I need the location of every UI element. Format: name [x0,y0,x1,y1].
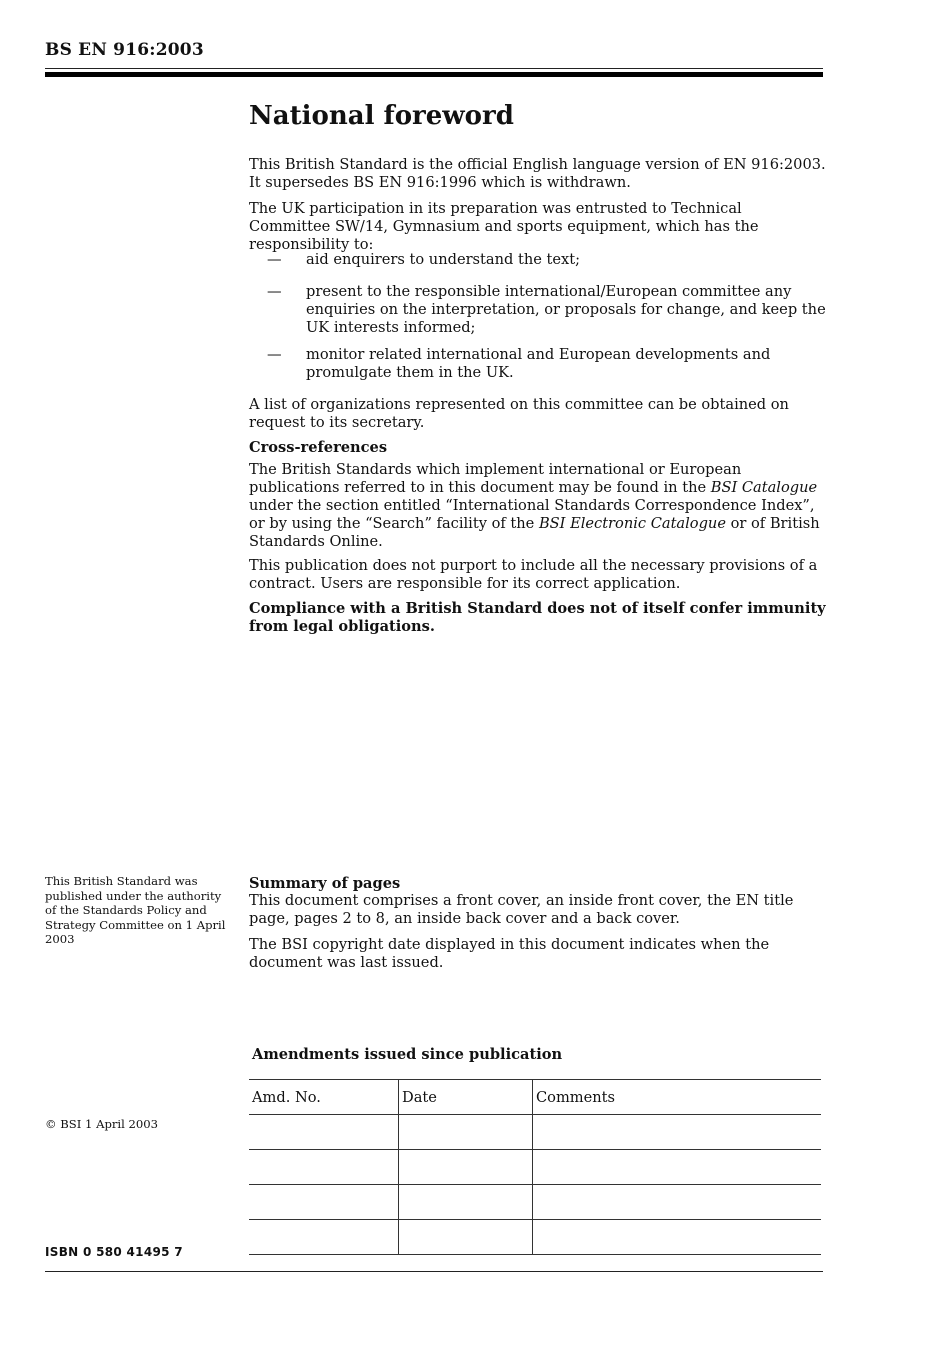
column-header-comments: Comments [533,1080,822,1115]
responsibility-list [249,251,827,391]
table-row [249,1185,821,1220]
table-header-row [249,1080,821,1115]
table-cell [249,1115,399,1150]
column-header-amd-no: Amd. No. [249,1080,399,1115]
table-row [249,1115,821,1150]
intro-paragraph-1: This British Standard is the official English language version of EN 916:2003. It supersedes BS EN 916:1996 which is withdrawn. [249,156,826,191]
cross-references-paragraph [249,461,827,551]
summary-paragraph-2: The BSI copyright date displayed in this document indicates when the document was last issued. [249,936,770,971]
bsi-electronic-catalogue-title: BSI Electronic Catalogue [538,515,726,532]
list-item-text: aid enquirers to understand the text; [306,251,581,268]
summary-heading: Summary of pages [249,875,401,892]
list-item-text: present to the responsible international/European committee any enquiries on the interpretation, or proposals for change, and keep the UK interests informed; [306,283,826,336]
table-cell [399,1150,533,1185]
column-header-date: Date [399,1080,533,1115]
table-cell [249,1150,399,1185]
dash-bullet: — [267,251,282,268]
copyright-notice: © BSI 1 April 2003 [45,1117,159,1131]
table-cell [249,1185,399,1220]
amendments-title: Amendments issued since publication [252,1046,563,1063]
table-cell [533,1185,822,1220]
cross-references-heading: Cross-references [249,439,388,456]
dash-bullet: — [267,346,282,363]
compliance-statement: Compliance with a British Standard does not of itself confer immunity from legal obligations. [249,600,826,635]
amendments-table [249,1079,821,1255]
summary-paragraph-1: This document comprises a front cover, an inside front cover, the EN title page, pages 2 to 8, an inside back cover and a back cover. [249,892,794,927]
isbn: ISBN 0 580 41495 7 [45,1245,183,1259]
list-item-text: monitor related international and European developments and promulgate them in the UK. [306,346,771,381]
table-cell [533,1115,822,1150]
table-cell [399,1185,533,1220]
table-cell [249,1220,399,1255]
committee-paragraph: A list of organizations represented on this committee can be obtained on request to its secretary. [249,396,789,431]
cross-ref-text: under the section entitled “International Standards Correspondence Index”, or by using the “Search” facility of the [249,497,815,532]
table-row [249,1150,821,1185]
provisions-paragraph: This publication does not purport to include all the necessary provisions of a contract. Users are responsible for its correct application. [249,557,818,592]
footer-rule [45,1271,823,1272]
document-id: BS EN 916:2003 [45,40,204,60]
bsi-catalogue-title: BSI Catalogue [710,479,818,496]
dash-bullet: — [267,283,282,300]
header-rule-thin [45,68,823,69]
table-cell [533,1150,822,1185]
table-cell [533,1220,822,1255]
table-cell [399,1220,533,1255]
cross-ref-text: The British Standards which implement international or European publications referred to in this document may be found in the [249,461,742,496]
page-title: National foreword [249,101,514,131]
publication-note: This British Standard was published under the authority of the Standards Policy and Strategy Committee on 1 April 2003 [45,874,226,947]
table-row [249,1220,821,1255]
intro-paragraph-2: The UK participation in its preparation was entrusted to Technical Committee SW/14, Gymnasium and sports equipment, which has the responsibility to: [249,200,759,253]
header-rule-thick [45,72,823,77]
cross-ref-text: or of British Standards Online. [249,515,820,550]
table-cell [399,1115,533,1150]
